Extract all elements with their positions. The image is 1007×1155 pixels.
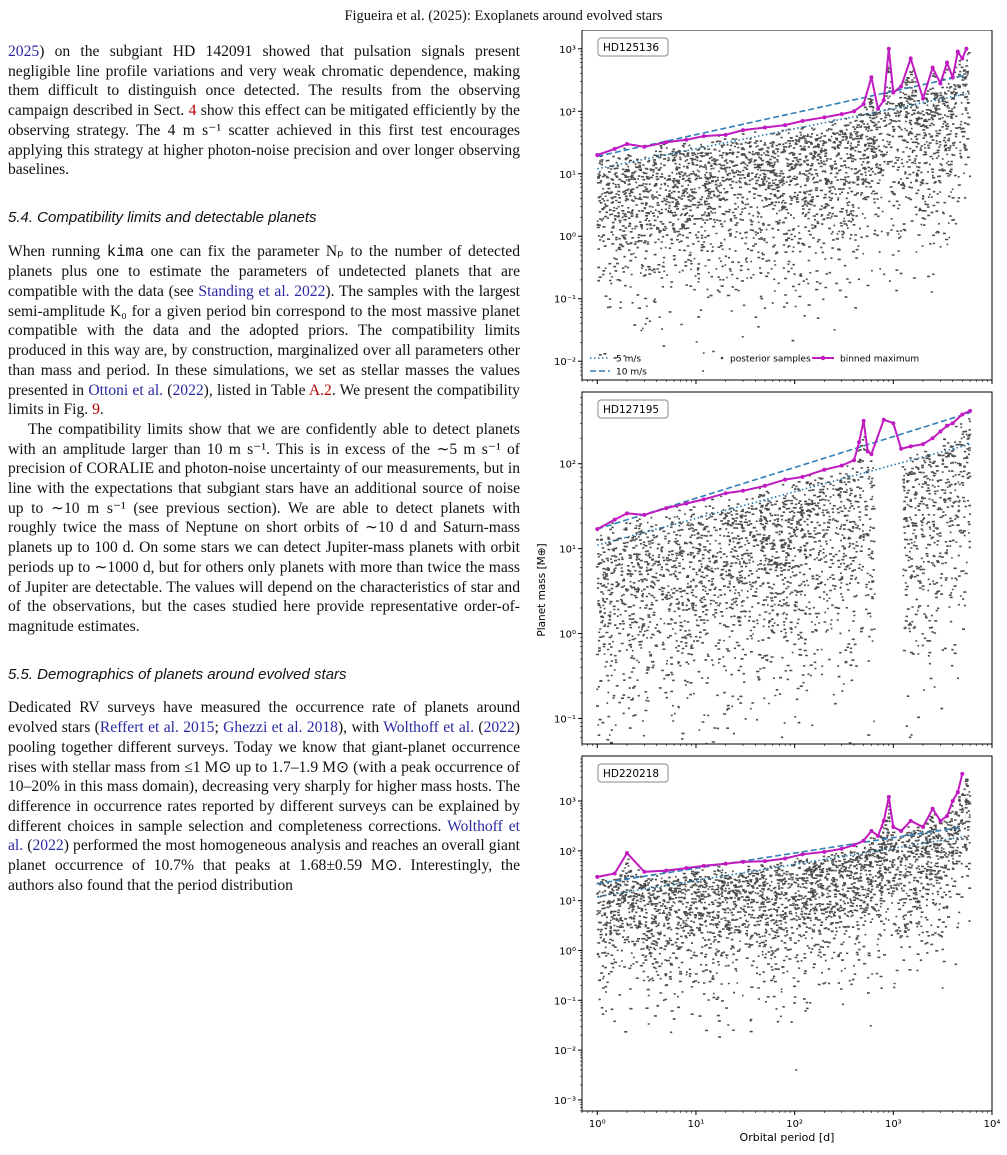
text-column [8, 42, 520, 895]
binned-maximum-point [960, 772, 964, 776]
binned-maximum-point [664, 140, 668, 144]
panel-title: HD125136 [603, 42, 660, 54]
binned-maximum-point [882, 418, 886, 422]
citation-link[interactable]: Standing et al. 2022 [198, 283, 326, 301]
binned-maximum-point [938, 81, 942, 85]
legend-label: posterior samples [730, 354, 811, 365]
binned-maximum-point [862, 419, 866, 423]
y-axis-label: Planet mass [M⊕] [536, 543, 548, 637]
running-header: Figueira et al. (2025): Exoplanets around evolved stars [344, 8, 663, 24]
paragraph [8, 242, 520, 420]
binned-maximum-point [921, 442, 925, 446]
body-text: ), with [337, 719, 384, 737]
binned-maximum-point [891, 90, 895, 94]
binned-maximum-point [852, 109, 856, 113]
binned-maximum-point [702, 134, 706, 138]
binned-maximum-point [956, 50, 960, 54]
y-tick-label: 10² [559, 459, 576, 471]
binned-maximum-point [862, 839, 866, 843]
x-tick-label: 10¹ [687, 1119, 705, 1130]
chart-panel-HD127195 [554, 392, 992, 748]
body-text: ). The samples with the largest semi-amplitude K₀ for a given period bin correspond to the most massive planet compatible with the data and the adopted priors. The compatibility limits produced in this way are, by construction, marginalized over all parameters other than mass and period. In these simulations, we set as stellar masses the values presented in [8, 283, 520, 399]
chart-panel-HD220218 [554, 756, 1000, 1144]
x-tick-label: 10⁴ [983, 1119, 1001, 1130]
legend-label: 10 m/s [616, 367, 647, 378]
body-text: ( [163, 381, 173, 399]
binned-maximum-point [741, 860, 745, 864]
body-text: ( [23, 837, 33, 855]
binned-maximum-point [642, 513, 646, 517]
binned-maximum-point [684, 866, 688, 870]
y-tick-label: 10³ [559, 44, 576, 56]
binned-maximum-point [866, 449, 870, 453]
body-text: ( [474, 719, 484, 737]
binned-maximum-point [931, 807, 935, 811]
binned-maximum-point [960, 413, 964, 417]
binned-maximum-point [887, 795, 891, 799]
binned-maximum-point [642, 145, 646, 149]
binned-maximum-point [931, 66, 935, 70]
binned-maximum-point [642, 870, 646, 874]
binned-maximum-point [945, 814, 949, 818]
binned-maximum-point [869, 75, 873, 79]
binned-maximum-line [597, 774, 962, 877]
binned-maximum-point [763, 126, 767, 130]
citation-link[interactable]: Wolthoff et al. [383, 719, 475, 737]
paragraph [8, 420, 520, 637]
binned-maximum-point [968, 409, 972, 413]
body-text: show this effect can be mitigated efficiently by the observing strategy. The 4 m s⁻¹ scatter achieved in this first test encourages applying this strategy at higher photon-noise precision and over longer observing baselines. [8, 102, 520, 179]
y-tick-label: 10¹ [559, 544, 576, 556]
binned-maximum-point [960, 56, 964, 60]
paragraph [8, 698, 520, 895]
body-text: Dedicated RV surveys have measured the occurrence rate of planets around evolved stars ( [8, 699, 520, 737]
binned-maximum-point [800, 475, 804, 479]
cross-reference-link[interactable]: 9 [92, 401, 100, 419]
y-tick-label: 10⁻¹ [553, 714, 576, 726]
binned-maximum-point [822, 115, 826, 119]
y-tick-label: 10³ [559, 796, 576, 808]
posterior-samples [595, 772, 971, 1070]
y-tick-label: 10⁰ [559, 946, 576, 958]
binned-maximum-point [800, 852, 804, 856]
paragraph [8, 42, 520, 180]
binned-maximum-point [876, 107, 880, 111]
binned-maximum-point [613, 518, 617, 522]
binned-maximum-point [840, 464, 844, 468]
y-tick-label: 10⁻¹ [553, 996, 576, 1008]
y-tick-label: 10⁻² [553, 1046, 576, 1058]
binned-maximum-point [945, 424, 949, 428]
body-text: ; [214, 719, 224, 737]
binned-maximum-point [763, 859, 767, 863]
y-tick-label: 10⁻² [553, 357, 576, 369]
binned-maximum-point [899, 829, 903, 833]
body-text: one can fix the parameter Nₚ to the number of detected planets plus one to estimate the parameters of undetected planets that are compatible with the data (see [8, 242, 520, 301]
binned-maximum-point [956, 790, 960, 794]
binned-maximum-point [882, 98, 886, 102]
binned-maximum-point [783, 123, 787, 127]
citation-link[interactable]: Reffert et al. 2015 [99, 719, 215, 737]
y-tick-label: 10⁰ [559, 232, 576, 244]
panel-title: HD127195 [603, 404, 660, 416]
binned-maximum-line [597, 411, 970, 529]
body-text: . We present the compatibility limits in Fig. [8, 381, 520, 419]
body-text: When running [8, 242, 107, 260]
section-heading-5-5: 5.5. Demographics of planets around evolved stars [8, 665, 347, 683]
binned-maximum-point [741, 128, 745, 132]
binned-maximum-point [882, 819, 886, 823]
posterior-samples [595, 409, 972, 744]
y-tick-label: 10² [559, 846, 576, 858]
binned-maximum-point [964, 47, 968, 51]
y-tick-label: 10¹ [559, 896, 576, 908]
binned-maximum-point [625, 142, 629, 146]
binned-maximum-point [899, 447, 903, 451]
binned-maximum-point [595, 153, 599, 157]
citation-link[interactable]: 2022 [483, 719, 515, 737]
binned-maximum-point [664, 506, 668, 510]
binned-maximum-point [909, 56, 913, 60]
binned-maximum-point [840, 112, 844, 116]
binned-maximum-point [891, 825, 895, 829]
figure-compatibility-limits [532, 30, 1002, 1155]
binned-maximum-point [800, 119, 804, 123]
binned-maximum-point [684, 138, 688, 142]
binned-maximum-point [702, 864, 706, 868]
binned-maximum-point [613, 872, 617, 876]
binned-maximum-point [724, 862, 728, 866]
citation-link[interactable]: Ottoni et al. [88, 381, 164, 399]
binned-maximum-point [625, 511, 629, 515]
binned-maximum-point [852, 843, 856, 847]
y-tick-label: 10⁻³ [553, 1095, 576, 1107]
code-text: kima [106, 242, 145, 261]
body-text: ), listed in Table [203, 381, 309, 399]
citation-link[interactable]: 2022 [32, 837, 64, 855]
body-text: ) pooling together different surveys. Today we know that giant-planet occurrence rises with stellar mass from ≤1 M⊙ up to 1.7–1.9 M⊙ (with a peak occurrence of 10–20% in this mass domain), decreasing very sharply for higher mass hosts. The difference in occurrence rates reported by different surveys can be explained by different choices in sample selection and completeness corrections. [8, 719, 520, 835]
binned-maximum-point [852, 458, 856, 462]
legend-swatch-binned-point [821, 356, 825, 360]
posterior-samples [595, 47, 971, 371]
binned-maximum-point [595, 527, 599, 531]
binned-maximum-point [951, 799, 955, 803]
binned-maximum-point [840, 847, 844, 851]
binned-maximum-point [921, 97, 925, 101]
binned-maximum-point [595, 875, 599, 879]
citation-link[interactable]: Ghezzi et al. 2018 [223, 719, 338, 737]
binned-maximum-point [822, 468, 826, 472]
binned-maximum-point [951, 421, 955, 425]
body-text: . [99, 401, 104, 419]
body-text: ) performed the most homogeneous analysis and reaches an overall giant planet occurrence of 10.7% that peaks at 1.68±0.59 M⊙. Interestingly, the authors also found that the period distribution [8, 837, 520, 894]
y-tick-label: 10⁻¹ [553, 294, 576, 306]
binned-maximum-point [931, 436, 935, 440]
binned-maximum-point [938, 429, 942, 433]
cross-reference-link[interactable]: A.2 [308, 381, 332, 399]
binned-maximum-point [899, 84, 903, 88]
binned-maximum-point [724, 491, 728, 495]
citation-link[interactable]: 2022 [172, 381, 204, 399]
binned-maximum-point [938, 819, 942, 823]
binned-maximum-point [613, 147, 617, 151]
binned-maximum-point [724, 133, 728, 137]
binned-maximum-point [869, 829, 873, 833]
binned-maximum-point [783, 478, 787, 482]
legend-swatch-samples [721, 357, 724, 360]
binned-maximum-point [909, 819, 913, 823]
body-text: The compatibility limits show that we are confidently able to detect planets with an amplitude larger than 10 m s⁻¹. This is in excess of the ∼5 m s⁻¹ of precision of CORALIE and photon-noise uncertainty of our measurements, but in line with the expectations that subgiant stars have an additional source of noise up to ∼10 m s⁻¹ (see previous section). We are able to detect planets with roughly twice the mass of Neptune on short orbits of ∼10 d and Saturn-mass planets up to 100 d. On some stars we can detect Jupiter-mass planets with orbit periods up to ∼1000 d, but for others only planets with more than twice the mass of Jupiter are detectable. The values will depend on the characteristics of star and of the observations, but the cases studied here provide representative order-of-magnitude estimates. [8, 420, 520, 635]
binned-maximum-point [862, 102, 866, 106]
cross-reference-link[interactable]: 4 [188, 102, 197, 120]
axes-frame [582, 392, 992, 744]
legend-label: 5 m/s [616, 354, 642, 365]
binned-maximum-point [783, 857, 787, 861]
binned-maximum-point [945, 61, 949, 65]
binned-maximum-point [876, 834, 880, 838]
binned-maximum-point [625, 851, 629, 855]
body-text: ) on the subgiant HD 142091 showed that pulsation signals present negligible line profile variations and very weak chromatic dependence, making them difficult to distinguish once detected. The results from the observing campaign described in Sect. [8, 43, 520, 120]
citation-link[interactable]: 2025 [8, 43, 40, 60]
section-heading-5-4: 5.4. Compatibility limits and detectable planets [8, 208, 317, 226]
x-tick-label: 10³ [884, 1119, 902, 1130]
citation-link[interactable]: Wolthoff et al. [8, 817, 521, 855]
panel-title: HD220218 [603, 768, 660, 780]
binned-maximum-point [857, 440, 861, 444]
x-tick-label: 10⁰ [588, 1119, 606, 1130]
binned-maximum-point [909, 444, 913, 448]
x-tick-label: 10² [786, 1119, 804, 1130]
binned-maximum-point [887, 47, 891, 51]
legend-label: binned maximum [840, 354, 920, 365]
binned-maximum-point [921, 825, 925, 829]
binned-maximum-point [664, 869, 668, 873]
y-tick-label: 10² [559, 107, 576, 119]
binned-maximum-point [951, 75, 955, 79]
binned-maximum-point [702, 497, 706, 501]
binned-maximum-point [822, 850, 826, 854]
x-axis-label: Orbital period [d] [739, 1131, 835, 1144]
binned-maximum-point [763, 484, 767, 488]
binned-maximum-point [891, 421, 895, 425]
y-tick-label: 10⁰ [559, 629, 576, 641]
binned-maximum-point [741, 489, 745, 493]
scatter-points [597, 53, 972, 371]
binned-maximum-point [869, 452, 873, 456]
y-tick-label: 10¹ [559, 169, 576, 181]
binned-maximum-point [684, 502, 688, 506]
chart-panel-HD125136 [554, 30, 992, 384]
scatter-points [596, 419, 972, 744]
axes-frame [582, 30, 992, 380]
